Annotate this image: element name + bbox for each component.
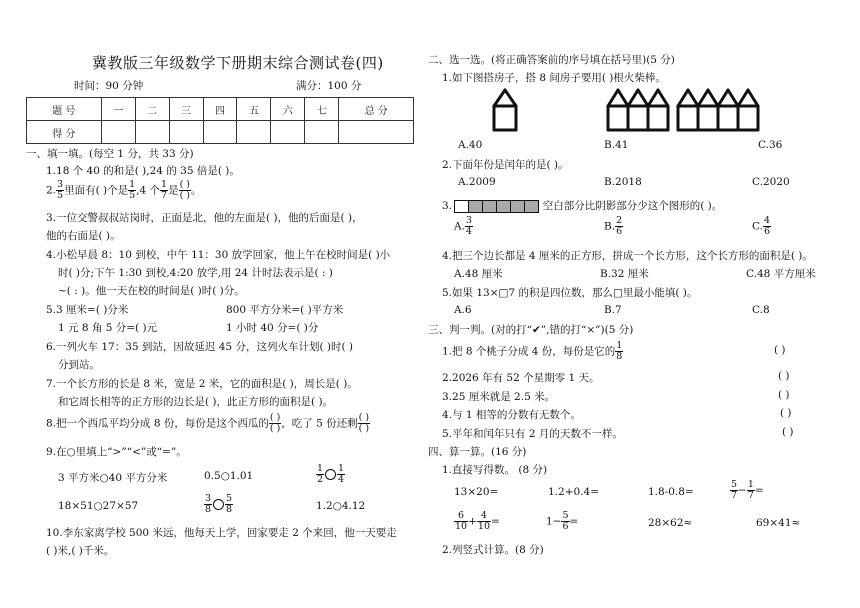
question-1-7b: 和它周长相等的正方形的边长是( )，此正方形的面积是( )。: [58, 396, 334, 408]
score-cell: 四: [203, 98, 237, 121]
score-input-cell[interactable]: [169, 121, 203, 144]
question-1-3b: 他的右面是( )。: [46, 230, 121, 242]
option-2-4-a[interactable]: A.48 厘米: [454, 268, 503, 280]
score-table: [26, 97, 414, 144]
fraction: $\frac{1}{7}$: [161, 179, 168, 201]
score-cell: 二: [135, 98, 169, 121]
question-1-5a2: 800 平方分米=( )平方米: [226, 304, 344, 316]
exam-time: 时间：90 分钟: [74, 80, 144, 92]
page-title: 冀教版三年级数学下册期末综合测试卷(四): [92, 54, 384, 72]
answer-fraction[interactable]: $\frac{( )}{( )}$: [269, 412, 281, 434]
q-text: 3.: [442, 200, 453, 212]
section-3-title: 三、判一判。(对的打“✔”,错的打“×”)(5 分): [428, 324, 634, 336]
question-1-3a: 3.一位交警叔叔站岗时，正面是北，他的左面是( )，他的后面是( )，: [46, 212, 363, 224]
question-1-4c: ~( : )。他一天在校的时间是( )时( )分。: [58, 285, 245, 297]
question-3-3: 3.25 厘米就是 2.5 米。: [442, 391, 556, 403]
calc-5: $\frac{6}{10}$ + $\frac{4}{10}$ =: [455, 510, 500, 532]
question-1-1: 1.18 个 40 的和是( ),24 的 35 倍是( )。: [46, 165, 240, 177]
question-1-4b: 时( )分;下午 1:30 到校,4:20 放学,用 24 计时法表示是( : ): [58, 267, 333, 279]
question-2-5: 5.如果 13×□7 的积是四位数，那么□里最小能填( )。: [442, 287, 698, 299]
calc-7: 28×62≈: [648, 517, 693, 529]
q-text: 2.: [46, 184, 57, 197]
question-3-5: 5.平年和闰年只有 2 月的天数不一样。: [442, 428, 623, 440]
judge-answer-2[interactable]: ( ): [778, 370, 790, 382]
option-2-2-c[interactable]: C.2020: [752, 176, 790, 188]
score-input-cell[interactable]: [203, 121, 237, 144]
calc-1: 13×20=: [454, 486, 499, 498]
option-2-2-a[interactable]: A.2009: [458, 176, 496, 188]
question-3-2: 2.2026 年有 52 个星期零 1 天。: [442, 372, 600, 384]
option-2-5-a[interactable]: A.6: [454, 304, 472, 316]
section-2-title: 二、选一选。(将正确答案前的序号填在括号里)(5 分): [428, 54, 675, 66]
compare-6: 1.2○4.12: [316, 500, 366, 512]
score-cell: 总 分: [339, 98, 414, 121]
option-2-1-b[interactable]: B.41: [604, 139, 629, 151]
calc-8: 69×41≈: [756, 517, 801, 529]
matchstick-house-1-icon: [490, 86, 538, 132]
score-table-score-row: [27, 121, 414, 144]
score-input-cell[interactable]: [101, 121, 135, 144]
q-text: 空白部分比阴影部分少这个图形的( )。: [542, 200, 723, 212]
score-cell: 题 号: [27, 98, 102, 121]
score-input-cell[interactable]: [135, 121, 169, 144]
question-4-1: 1.直接写得数。 (8 分): [442, 464, 548, 476]
calc-4: $\frac{5}{7}$ − $\frac{1}{7}$ =: [731, 479, 764, 501]
section-1-title: 一、填一填。(每空 1 分，共 33 分): [26, 148, 194, 160]
judge-answer-1[interactable]: ( ): [774, 344, 786, 356]
question-2-1: 1.如下图搭房子，搭 8 间房子要用( )根火柴棒。: [442, 72, 666, 84]
option-2-5-c[interactable]: C.8: [752, 304, 770, 316]
question-1-10b: ( )米,( )千米。: [46, 545, 115, 557]
q-text: 里面有( )个是: [64, 184, 129, 197]
matchstick-house-3-icon: [674, 86, 764, 132]
option-2-3-c[interactable]: C. $\frac{4}{6}$: [752, 215, 771, 237]
judge-answer-5[interactable]: ( ): [782, 426, 794, 438]
question-1-6a: 6.一列火车 17：35 到站，因故延迟 45 分，这列火车计划( )时( ): [46, 341, 354, 353]
question-1-5b2: 1 小时 40 分=( )分: [226, 322, 319, 334]
q-text: ，吃了 5 份还剩: [281, 417, 358, 430]
fraction: $\frac{1}{5}$: [129, 179, 136, 201]
question-3-4: 4.与 1 相等的分数有无数个。: [442, 409, 581, 421]
option-2-3-a[interactable]: A. $\frac{3}{4}$: [454, 215, 472, 237]
question-1-4a: 4.小松早晨 8：10 到校，中午 11：30 放学回家，他上午在校时间是( )小: [46, 249, 391, 261]
answer-fraction[interactable]: $\frac{( )}{( )}$: [179, 179, 190, 201]
question-1-8: [46, 413, 370, 434]
option-2-4-b[interactable]: B.32 厘米: [600, 268, 649, 280]
score-cell: 一: [101, 98, 135, 121]
compare-circle[interactable]: [213, 499, 224, 510]
option-2-2-b[interactable]: B.2018: [604, 176, 642, 188]
option-2-1-c[interactable]: C.36: [758, 139, 783, 151]
score-cell: 六: [271, 98, 305, 121]
answer-fraction[interactable]: $\frac{( )}{( )}$: [358, 412, 370, 434]
question-2-2: 2.下面年份是闰年的是( )。: [442, 159, 569, 171]
question-2-4: 4.把三个边长都是 4 厘米的正方形，拼成一个长方形，这个长方形的面积是( )。: [442, 250, 813, 262]
score-cell: 得 分: [27, 121, 102, 144]
option-2-1-a[interactable]: A.40: [458, 139, 483, 151]
judge-answer-3[interactable]: ( ): [778, 389, 790, 401]
score-cell: 七: [305, 98, 339, 121]
question-1-6b: 分到站。: [58, 359, 100, 371]
q-text: 8.把一个西瓜平均分成 8 份，每份是这个西瓜的: [46, 417, 269, 430]
score-table-header-row: [27, 98, 414, 121]
exam-full-score: 满分：100 分: [296, 80, 362, 92]
option-2-5-b[interactable]: B.7: [604, 304, 622, 316]
score-cell: 三: [169, 98, 203, 121]
compare-4: 18×51○27×57: [58, 500, 139, 512]
compare-circle[interactable]: [325, 469, 336, 480]
option-2-4-c[interactable]: C.48 平方厘米: [746, 268, 816, 280]
judge-answer-4[interactable]: ( ): [780, 407, 792, 419]
compare-3: $\frac{1}{2}$ $\frac{1}{4}$: [317, 463, 345, 485]
score-input-cell[interactable]: [271, 121, 305, 144]
calc-2: 1.2+0.4=: [548, 486, 599, 498]
section-4-title: 四、算一算。(16 分): [428, 446, 527, 458]
question-1-5a1: 5.3 厘米=( )分米: [46, 304, 129, 316]
score-input-cell[interactable]: [237, 121, 271, 144]
question-3-1: 1.把 8 个桃子分成 4 份，每份是它的 $\frac{1}{8}$: [442, 340, 623, 362]
shaded-strip-figure: [455, 200, 539, 213]
fraction: $\frac{3}{5}$: [57, 179, 64, 201]
calc-3: 1.8-0.8=: [648, 486, 694, 498]
score-input-cell[interactable]: [339, 121, 414, 144]
score-input-cell[interactable]: [305, 121, 339, 144]
question-1-10a: 10.李东家离学校 500 米远，他每天上学，回家要走 2 个来回，他一天要走: [46, 527, 397, 539]
question-1-5b1: 1 元 8 角 5 分=( )元: [58, 322, 158, 334]
q-text: 。: [191, 184, 202, 197]
matchstick-house-2-icon: [604, 86, 674, 132]
option-2-3-b[interactable]: B. $\frac{2}{6}$: [604, 215, 623, 237]
question-1-7a: 7.一个长方形的长是 8 米，宽是 2 米，它的面积是( )，周长是( )。: [46, 378, 358, 390]
question-2-3: [442, 198, 722, 213]
compare-2: 0.5○1.01: [204, 470, 254, 482]
calc-6: 1− $\frac{5}{6}$ =: [546, 510, 579, 532]
question-1-2: [46, 180, 202, 201]
q-text: 是: [168, 184, 179, 197]
q-text: ,4 个: [136, 184, 161, 197]
compare-1: 3 平方米○40 平方分米: [58, 472, 168, 484]
compare-5: $\frac{3}{8}$ $\frac{5}{8}$: [205, 493, 233, 515]
question-1-9: 9.在○里填上“>”“<”或“=”。: [46, 446, 187, 458]
question-4-2: 2.列竖式计算。(8 分): [442, 544, 544, 556]
score-cell: 五: [237, 98, 271, 121]
